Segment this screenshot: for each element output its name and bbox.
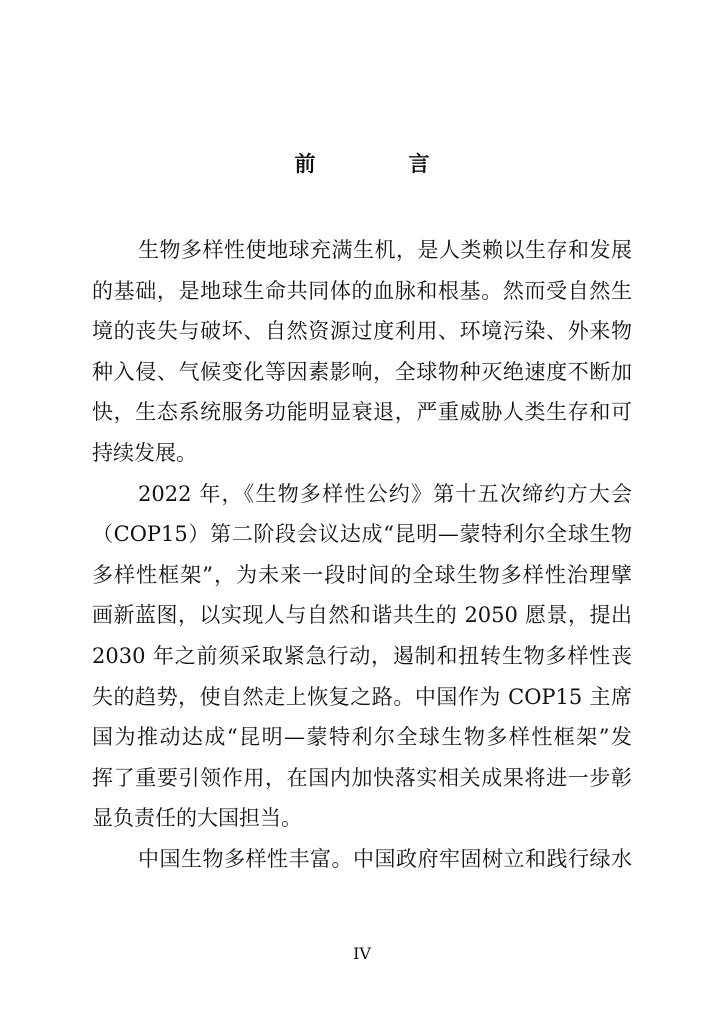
text-line: 画新蓝图，以实现人与自然和谐共生的 2050 愿景，提出 [92,603,632,628]
text-line: 快，生态系统服务功能明显衰退，严重威胁人类生存和可 [92,400,632,425]
text-line: 多样性框架”，为未来一段时间的全球生物多样性治理擘 [92,562,632,587]
body-text [92,230,632,880]
text-line: 失的趋势，使自然走上恢复之路。中国作为 COP15 主席 [92,684,632,709]
text-line: 的基础，是地球生命共同体的血脉和根基。然而受自然生 [92,278,632,303]
text-line: 持续发展。 [92,440,197,465]
text-line: 境的丧失与破坏、自然资源过度利用、环境污染、外来物 [92,319,632,344]
text-line: 2022 年，《生物多样性公约》第十五次缔约方大会 [138,481,632,506]
page-title: 前 言 [294,151,466,176]
page-number: IV [353,944,371,963]
text-line: 国为推动达成“昆明—蒙特利尔全球生物多样性框架”发 [92,725,632,750]
text-line: 挥了重要引领作用，在国内加快落实相关成果将进一步彰 [92,765,632,790]
text-line: 显负责任的大国担当。 [92,806,302,831]
text-line: 生物多样性使地球充满生机，是人类赖以生存和发展 [138,238,632,262]
text-line: 种入侵、气候变化等因素影响，全球物种灭绝速度不断加 [92,359,632,384]
text-line: 2030 年之前须采取紧急行动，遏制和扭转生物多样性丧 [92,643,632,668]
text-line: 中国生物多样性丰富。中国政府牢固树立和践行绿水 [138,846,632,871]
text-line: （COP15）第二阶段会议达成“昆明—蒙特利尔全球生物 [92,522,632,547]
